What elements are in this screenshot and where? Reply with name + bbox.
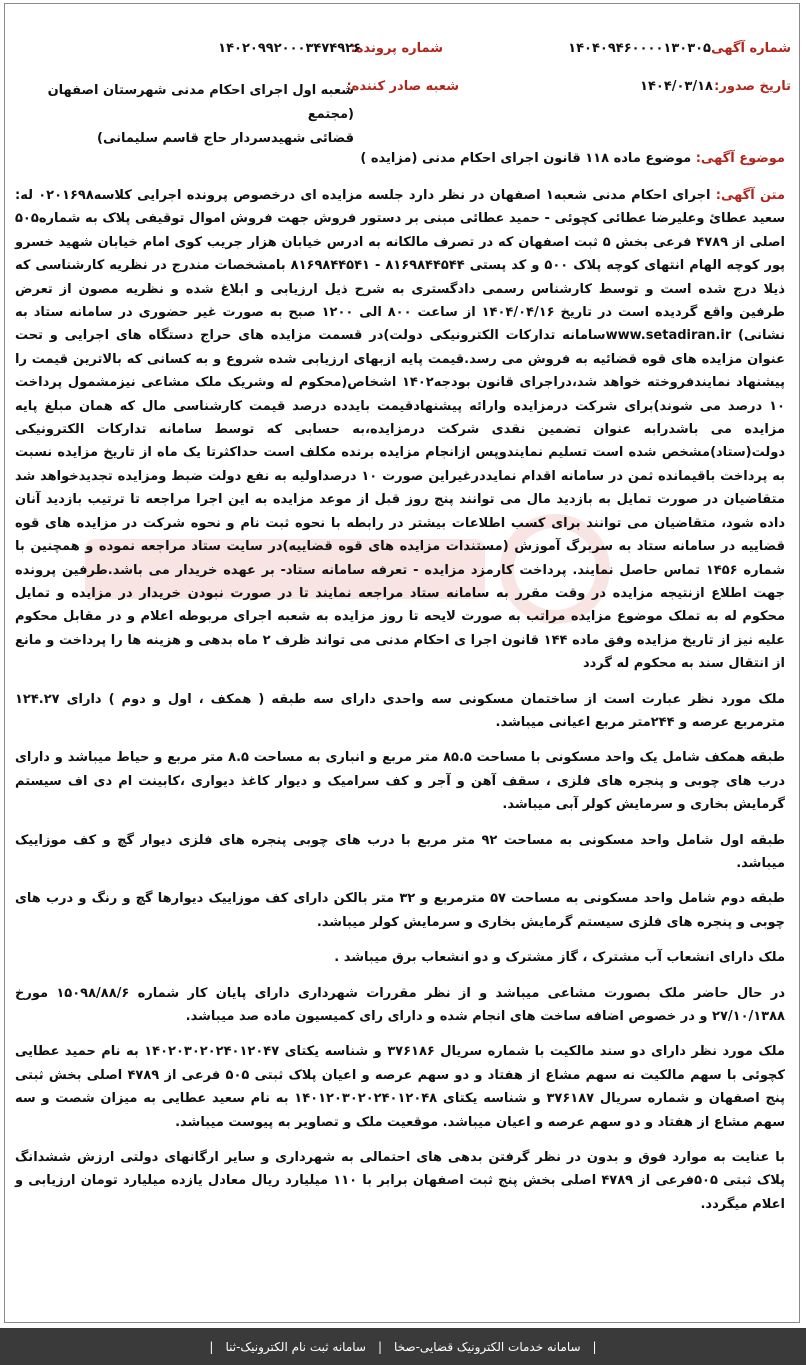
notice-number-label: شماره آگهی: (705, 41, 791, 56)
issue-date: ۱۴۰۴/۰۳/۱۸ (640, 79, 713, 94)
body-paragraph-6: ملک دارای انشعاب آب مشترک ، گاز مشترک و دو انشعاب برق میباشد . (334, 950, 785, 966)
subject-value: موضوع ماده ۱۱۸ قانون اجرای احکام مدنی (مزایده ) (360, 151, 692, 166)
footer-link-sana[interactable]: سامانه ثبت نام الکترونیک-ثنا (225, 1339, 366, 1354)
case-number-label: شماره پرونده: (350, 41, 443, 56)
body-paragraph-7: در حال حاضر ملک بصورت مشاعی میباشد و از نظر مقررات شهرداری دارای پایان کار شماره ۱۵۰۹۸/۸۸/۶ مورخ ۲۷/۱۰/۱۳۸۸ و در خصوص اضافه ساخت های انجام شده و دارای رای کمیسیون ماده صد میباشد. (15, 985, 786, 1024)
issuer-label: شعبه صادر کننده: (346, 79, 459, 94)
body-paragraph-2: ملک مورد نظر عبارت است از ساختمان مسکونی سه واحدی دارای سه طبقه ( همکف ، اول و دوم ) دارای ۱۲۴.۲۷ مترمربع عرصه و ۲۴۴متر مربع اعیانی میباشد. (15, 691, 785, 730)
issuer-line-1: شعبه اول اجرای احکام مدنی شهرستان اصفهان (مجتمع (47, 83, 354, 122)
issue-date-label: تاریخ صدور: (714, 79, 791, 94)
body-paragraph-8: ملک مورد نظر دارای دو سند مالکیت با شماره سریال ۳۷۶۱۸۶ و شناسه یکتای ۱۴۰۲۰۳۰۲۰۲۴۰۱۲۰۴۷ به نام حمید عطایی کچوئی با سهم مالکیت نه سهم مشاع از هفتاد و دو سهم عرصه و اعیان پلاک ثبتی ۵۰۵ فرعی از ۴۷۸۹ اصلی بخش ثبتی پنج اصفهان و شماره سریال ۳۷۶۱۸۷ و شناسه یکتای ۱۴۰۱۲۰۳۰۲۰۲۴۰۱۲۰۴۸ به نام سعید عطایی به میزان شصت و سه سهم مشاع از هفتاد و دو سهم عرصه و اعیان میباشد. موقعیت ملک و تصاویر به پیوست میباشد. (15, 1044, 786, 1130)
footer-sep-mid: | (377, 1339, 382, 1354)
issuer-value (9, 79, 354, 151)
notice-body (15, 184, 785, 1228)
subject-label: موضوع آگهی: (695, 151, 785, 166)
body-paragraph-1 (15, 184, 785, 676)
body-text-label: متن آگهی: (715, 188, 785, 203)
body-paragraph-9: با عنایت به موارد فوق و بدون در نظر گرفتن بدهی های احتمالی به شهرداری و سایر ارگانهای دولتی ارزش ششدانگ پلاک ثبتی ۵۰۵فرعی از ۴۷۸۹ اصلی بخش پنج ثبت اصفهان برابر با ۱۱۰ میلیارد ریال معادل یازده میلیارد تومان ارزیابی و اعلام میگردد. (15, 1150, 785, 1212)
footer-sep-left: | (592, 1339, 597, 1354)
body-paragraph-4: طبقه اول شامل واحد مسکونی به مساحت ۹۲ متر مربع با درب های چوبی پنجره های فلزی دیوار گچ و کف موزاییک میباشد. (15, 832, 785, 871)
subject-row (360, 151, 785, 166)
footer-bar (0, 1328, 806, 1365)
notice-number: ۱۴۰۴۰۹۴۶۰۰۰۰۱۳۰۳۰۵ (568, 41, 711, 56)
body-paragraph-5: طبقه دوم شامل واحد مسکونی به مساحت ۵۷ مترمربع و ۳۲ متر بالکن دارای کف موزاییک دیوارها گچ و رنگ و درب های چوبی و پنجره های فلزی سیستم گرمایش بخاری و سرمایش کولر میباشد. (15, 891, 786, 930)
body-text-main: اجرای احکام مدنی شعبه۱ اصفهان در نظر دارد جلسه مزایده ای درخصوص پرونده اجرایی کلاسه۰۲۰۱۶۹۸ له: سعید عطائ وعلیرضا عطائی کچوئی - حمید عطائی مبنی بر دستور فروش جهت فروش اموال توقیفی پلاک به شماره۵۰۵ اصلی از ۴۷۸۹ فرعی بخش ۵ ثبت اصفهان که در تصرف مالکانه به ادرس خیابان هزار جریب کوی امام خیابان شهید خسرو پور کوچه الهام انتهای کوچه پلاک ۵۰۰ و کد پستی ۸۱۶۹۸۴۴۵۴۴ - ۸۱۶۹۸۴۴۵۴۱ بامشخصات مندرج در نظریه کارشناسی که ذیلا درج شده است و توسط کارشناس رسمی دادگستری به شرح ذیل ارزیابی و ابلاغ شده و نظریه مصون از تعرض طرفین واقع گردیده است در تاریخ ۱۴۰۴/۰۴/۱۶ از ساعت ۸۰۰ الی ۱۲۰۰ صبح به صورت غیر حضوری در سامانه ستاد به نشانی) www.setadiran.irسامانه تدارکات الکترونیکی دولت)در قسمت مزایده های حراج دستگاه های اجرایی و تحت عنوان مزایده های قوه قضائیه به فروش می رسد.قیمت پایه ازبهای ارزیابی شده شروع و به کسانی که بالاترین قیمت را پیشنهاد نمایندفروخته خواهد شد،دراجرای قانون بودجه۱۴۰۲ اشخاص(محکوم له وشریک ملک مشاعی نیزمشمول پرداخت ۱۰ درصد می شوند)برای شرکت درمزایده وارائه پیشنهادقیمت بایدده درصد قیمت کارشناسی مال که همان مبلغ پایه مزایده می باشدرابه عنوان تضمین نقدی شرکت درمزایده،به حسابی که توسط سامانه تدارکات الکترونیکی دولت(ستاد)مشخص شده است تسلیم نمایندوپس ازانجام مزایده برنده مکلف است حداکثرتا یک ماه از تاریخ مزایده نسبت به پرداخت باقیمانده ثمن در سامانه اقدام نمایددرغیراین صورت ۱۰ درصداولیه به نفع دولت ضبط ومزایده تجدیدخواهد شد متقاضیان در صورت تمایل به بازدید مال می توانند پنج روز قبل از موعد مزایده به این اجرا مراجعه تا ترتیب بازدید آنان داده شود، متقاضیان می توانند برای کسب اطلاعات بیشتر در رابطه با نحوه ثبت نام و نحوه شرکت در مزایده های قوه قضاییه در سامانه ستاد به سربرگ آموزش (مستندات مزایده های قوه قضاییه)در سایت ستاد مراجعه نموده و همچنین با شماره ۱۴۵۶ تماس حاصل نمایند. پرداخت کارمزد مزایده - تعرفه سامانه ستاد- بر عهده خریدار می باشد.طرفین پرونده جهت اطلاع ازنتیجه مزایده در وقت مقرر به سامانه ستاد مراجعه نمایند تا در صورت نبودن خریدار در مزایده و تمایل محکوم له به تملک موضوع مزایده مراتب به صورت لایحه تا روز مزایده به شعبه اجرای مربوطه اعلام و در مقابل محکوم علیه نیز از تاریخ مزایده وفق ماده ۱۴۴ قانون اجرا ی احکام مدنی می تواند ظرف ۲ ماه بدهی و هزینه ها را پرداخت و مانع از انتقال سند به محکوم له گردد (15, 188, 786, 672)
case-number: ۱۴۰۲۰۹۹۲۰۰۰۳۴۷۴۹۲۶ (218, 41, 361, 56)
issuer-line-2: قضائی شهیدسردار حاج قاسم سلیمانی) (97, 131, 354, 146)
footer-sep-right: | (209, 1339, 214, 1354)
footer-link-sakha[interactable]: سامانه خدمات الکترونیک قضایی-صخا (394, 1339, 581, 1354)
body-paragraph-3: طبقه همکف شامل یک واحد مسکونی با مساحت ۸۵.۵ متر مربع و انباری به مساحت ۸.۵ متر مربع و حیاط میباشد و دارای درب های چوبی و پنجره های فلزی ، سقف آهن و آجر و کف سرامیک و دیوار کاغذ دیواری ،کابینت ام دی اف سیستم گرمایش بخاری و سرمایش کولر آبی میباشد. (15, 750, 785, 813)
notice-frame (4, 3, 800, 1323)
